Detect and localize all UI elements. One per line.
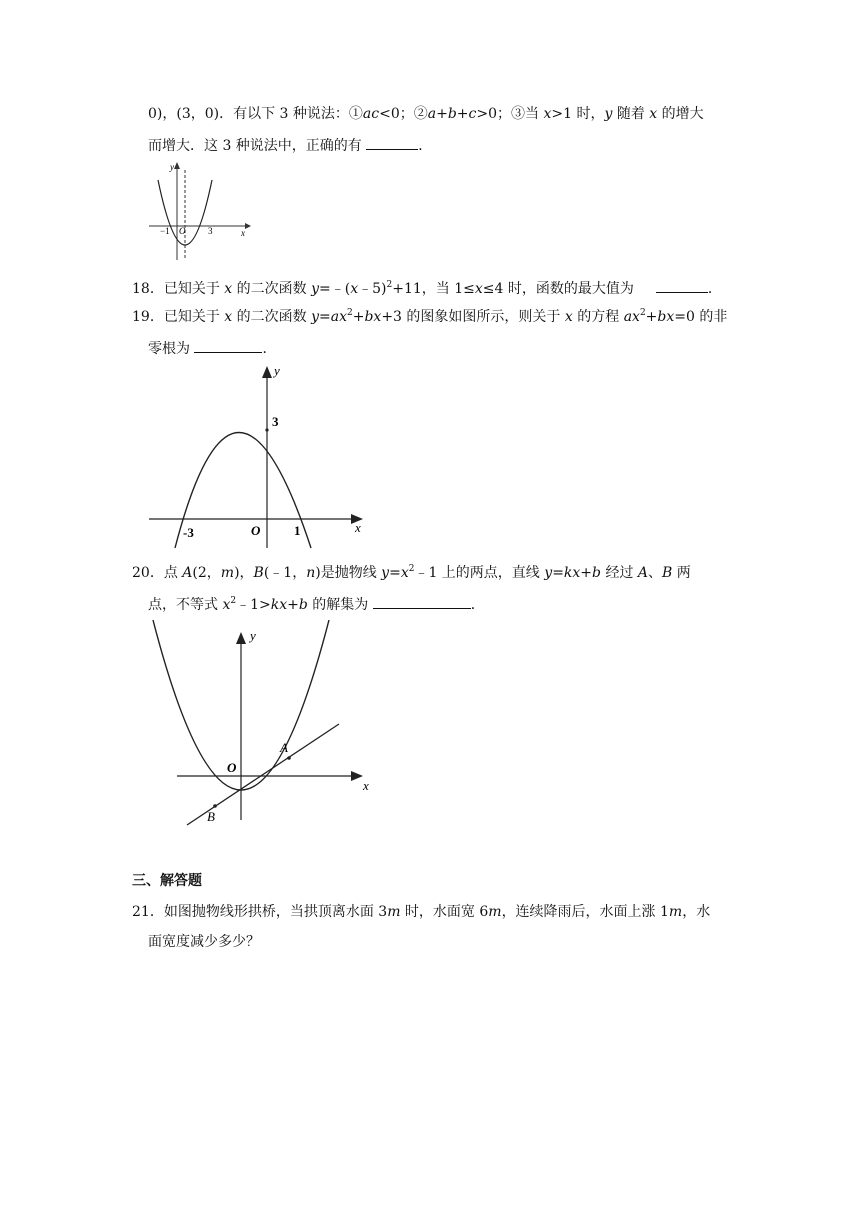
- q19-line-2: 零根为 ．: [148, 337, 276, 359]
- q17-line-2: 而增大．这 3 种说法中，正确的有 ．: [148, 134, 432, 156]
- q17-answer-blank[interactable]: [366, 134, 418, 150]
- q17-y-arrow: [174, 162, 180, 169]
- q19-answer-blank[interactable]: [194, 337, 262, 353]
- q20-y-label: y: [250, 628, 256, 643]
- q17-line-1: 0)，(3，0)．有以下 3 种说法：①ac<0；②a+b+c>0；③当 x>1 时，y 随着 x 的增大: [148, 106, 704, 122]
- q17-graph: [145, 160, 253, 264]
- q20-x-arrow: [351, 771, 363, 781]
- q19-x-label: x: [355, 520, 361, 535]
- q20-point-b: [213, 804, 217, 808]
- q20-line-1: 20．点 A(2，m)，B(﹣1，n)是抛物线 $y=x^2﹣1$ 上的两点，直线 y=kx+b 经过 A、B 两: [132, 564, 691, 581]
- q21-line-2: 面宽度减少多少？: [148, 934, 260, 950]
- q19-o-label: O: [251, 523, 261, 538]
- q20-y-arrow: [236, 632, 246, 644]
- q17-x-arrow: [245, 223, 251, 229]
- q17-neg1-label: −1: [160, 226, 170, 236]
- q21-line-1: 21．如图抛物线形拱桥，当拱顶离水面 3m 时，水面宽 6m，连续降雨后，水面上涨 1m，水: [132, 904, 711, 920]
- q19-neg3-label: -3: [183, 525, 194, 540]
- q19-y-label: y: [274, 363, 280, 378]
- q17-o-label: O: [179, 226, 186, 236]
- q19-y-intercept-point: [265, 428, 268, 431]
- q19-line-1: 19．已知关于 x 的二次函数 $y=ax^2+bx+3$ 的图象如图所示，则关于 x 的方程 $ax^2+bx=0$ 的非: [132, 308, 728, 325]
- q20-answer-blank[interactable]: [373, 593, 471, 609]
- q18-line: 18．已知关于 x 的二次函数 y=﹣(x﹣5)$^2$+11，当 1≤x≤4 时，函数的最大值为 ．: [132, 277, 722, 299]
- q19-three-label: 3: [272, 414, 279, 429]
- q20-point-a: [287, 756, 291, 760]
- section-title: 三、解答题: [132, 873, 202, 889]
- q19-one-label: 1: [294, 523, 301, 538]
- q19-parabola: [175, 433, 311, 549]
- q20-line-2: 点，不等式 $x^2﹣1>kx+b$ 的解集为 ．: [148, 593, 485, 615]
- q20-a-label: A: [280, 740, 288, 755]
- q20-graph: [145, 620, 381, 830]
- q19-y-arrow: [262, 366, 272, 378]
- q17-y-label: y: [170, 162, 174, 172]
- q17-x-label: x: [241, 228, 245, 238]
- q19-graph: [145, 362, 371, 552]
- q17-three-label: 3: [208, 226, 213, 236]
- q20-x-label: x: [363, 778, 369, 793]
- q20-o-label: O: [227, 760, 237, 775]
- q20-b-label: B: [207, 809, 215, 824]
- q18-answer-blank[interactable]: [656, 277, 708, 293]
